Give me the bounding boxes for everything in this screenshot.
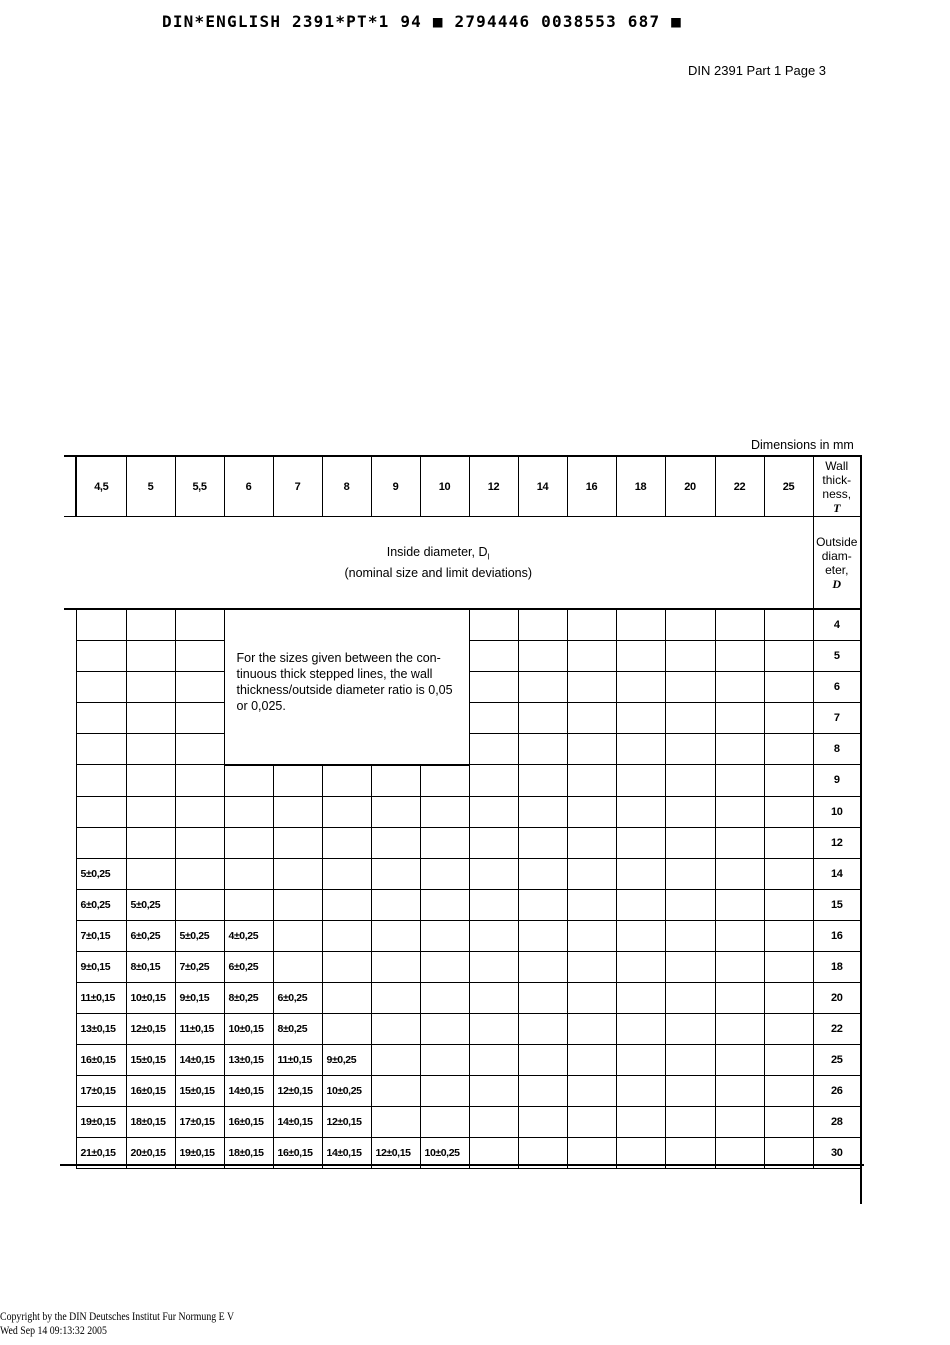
inside-diameter-value: 6±0,25 [76, 889, 126, 920]
copyright-footer [0, 1309, 234, 1337]
inside-diameter-value: 8±0,15 [126, 951, 175, 982]
table-row [64, 889, 861, 920]
inside-diameter-value: 9±0,15 [175, 982, 224, 1013]
inside-diameter-value: 11±0,15 [175, 1013, 224, 1044]
table-row [64, 796, 861, 827]
inside-diameter-value: 5±0,25 [175, 920, 224, 951]
inside-diameter-value: 12±0,15 [371, 1137, 420, 1168]
inside-diameter-value: 8±0,25 [273, 1013, 322, 1044]
wall-thickness-header-row [64, 456, 861, 517]
table-row [64, 1106, 861, 1137]
inside-diameter-value: 10±0,25 [420, 1137, 469, 1168]
inside-diameter-value: 9±0,15 [76, 951, 126, 982]
inside-diameter-value: 5±0,25 [76, 858, 126, 889]
inside-diameter-value: 10±0,15 [126, 982, 175, 1013]
outside-diameter-value: 18 [813, 951, 861, 982]
wall-thickness-col: 6 [224, 456, 273, 517]
inside-diameter-header-row [64, 517, 861, 610]
wall-thickness-col: 5 [126, 456, 175, 517]
outside-diameter-value: 4 [813, 609, 861, 641]
wall-thickness-col: 7 [273, 456, 322, 517]
inside-diameter-value: 16±0,15 [224, 1106, 273, 1137]
outside-diameter-value: 8 [813, 734, 861, 765]
inside-diameter-value: 14±0,15 [175, 1044, 224, 1075]
inside-diameter-value: 12±0,15 [322, 1106, 371, 1137]
dimensions-note: Dimensions in mm [751, 438, 854, 452]
tube-dimensions-table [64, 455, 862, 1169]
inside-diameter-value: 12±0,15 [273, 1075, 322, 1106]
inside-diameter-value: 7±0,15 [76, 920, 126, 951]
outside-diameter-value: 28 [813, 1106, 861, 1137]
table-row [64, 1013, 861, 1044]
inside-diameter-value: 20±0,15 [126, 1137, 175, 1168]
outside-diameter-value: 30 [813, 1137, 861, 1168]
timestamp-text: Wed Sep 14 09:13:32 2005 [0, 1323, 107, 1337]
inside-diameter-value: 10±0,25 [322, 1075, 371, 1106]
outside-diameter-value: 22 [813, 1013, 861, 1044]
outside-diameter-value: 12 [813, 827, 861, 858]
inside-diameter-value: 14±0,15 [273, 1106, 322, 1137]
inside-diameter-value: 18±0,15 [126, 1106, 175, 1137]
wall-thickness-col: 18 [616, 456, 665, 517]
wall-thickness-col: 8 [322, 456, 371, 517]
wall-thickness-col: 9 [371, 456, 420, 517]
document-code-line: DIN*ENGLISH 2391*PT*1 94 ■ 2794446 0038553 687 ■ [162, 12, 682, 31]
inside-diameter-value: 14±0,15 [322, 1137, 371, 1168]
inside-diameter-label: Inside diameter, $D_I$ (nominal size and limit deviations) [64, 517, 813, 610]
table-row [64, 1075, 861, 1106]
inside-diameter-value: 15±0,15 [126, 1044, 175, 1075]
wall-thickness-col: 25 [764, 456, 813, 517]
wall-thickness-col: 16 [567, 456, 616, 517]
table-row [64, 920, 861, 951]
inside-diameter-value: 11±0,15 [273, 1044, 322, 1075]
inside-diameter-value: 9±0,25 [322, 1044, 371, 1075]
table-row [64, 609, 861, 641]
outside-diameter-value: 5 [813, 641, 861, 672]
outside-diameter-label: Outside diam- eter, D [813, 517, 861, 610]
wall-thickness-label: Wall thick- ness, T [813, 456, 861, 517]
wall-thickness-col: 4,5 [76, 456, 126, 517]
outside-diameter-value: 6 [813, 672, 861, 703]
table-row [64, 827, 861, 858]
inside-diameter-value: 4±0,25 [224, 920, 273, 951]
inside-diameter-value: 19±0,15 [76, 1106, 126, 1137]
wall-thickness-col: 14 [518, 456, 567, 517]
outside-diameter-value: 9 [813, 765, 861, 797]
inside-diameter-value: 6±0,25 [224, 951, 273, 982]
inside-diameter-value: 16±0,15 [76, 1044, 126, 1075]
wall-thickness-col: 22 [715, 456, 764, 517]
outside-diameter-value: 26 [813, 1075, 861, 1106]
wall-thickness-col: 10 [420, 456, 469, 517]
page-reference: DIN 2391 Part 1 Page 3 [688, 63, 827, 78]
inside-diameter-value: 6±0,25 [126, 920, 175, 951]
ratio-note: For the sizes given between the con-tinuous thick stepped lines, the wall thickness/outside diameter ratio is 0,05 or 0,025. [224, 609, 469, 765]
inside-diameter-value: 17±0,15 [76, 1075, 126, 1106]
inside-diameter-value: 16±0,15 [126, 1075, 175, 1106]
outside-diameter-value: 16 [813, 920, 861, 951]
inside-diameter-value: 15±0,15 [175, 1075, 224, 1106]
inside-diameter-value: 16±0,15 [273, 1137, 322, 1168]
inside-diameter-value: 8±0,25 [224, 982, 273, 1013]
outside-diameter-value: 25 [813, 1044, 861, 1075]
table-bottom-rule [60, 1164, 864, 1166]
inside-diameter-value: 13±0,15 [76, 1013, 126, 1044]
inside-diameter-value: 12±0,15 [126, 1013, 175, 1044]
table-row [64, 1044, 861, 1075]
inside-diameter-value: 21±0,15 [76, 1137, 126, 1168]
table-row [64, 858, 861, 889]
inside-diameter-value: 10±0,15 [224, 1013, 273, 1044]
outside-diameter-value: 14 [813, 858, 861, 889]
table-row [64, 951, 861, 982]
inside-diameter-value: 17±0,15 [175, 1106, 224, 1137]
table-tail-rule [860, 1164, 862, 1204]
copyright-text: Copyright by the DIN Deutsches Institut Fur Normung E V [0, 1309, 235, 1323]
wall-thickness-col: 5,5 [175, 456, 224, 517]
inside-diameter-value: 19±0,15 [175, 1137, 224, 1168]
inside-diameter-value: 11±0,15 [76, 982, 126, 1013]
table-row [64, 982, 861, 1013]
inside-diameter-value: 13±0,15 [224, 1044, 273, 1075]
outside-diameter-value: 7 [813, 703, 861, 734]
inside-diameter-value: 6±0,25 [273, 982, 322, 1013]
wall-thickness-col: 12 [469, 456, 518, 517]
table-row [64, 765, 861, 797]
wall-thickness-col: 20 [665, 456, 715, 517]
inside-diameter-value: 14±0,15 [224, 1075, 273, 1106]
outside-diameter-value: 10 [813, 796, 861, 827]
inside-diameter-value: 18±0,15 [224, 1137, 273, 1168]
outside-diameter-value: 20 [813, 982, 861, 1013]
outside-diameter-value: 15 [813, 889, 861, 920]
inside-diameter-value: 5±0,25 [126, 889, 175, 920]
inside-diameter-value: 7±0,25 [175, 951, 224, 982]
